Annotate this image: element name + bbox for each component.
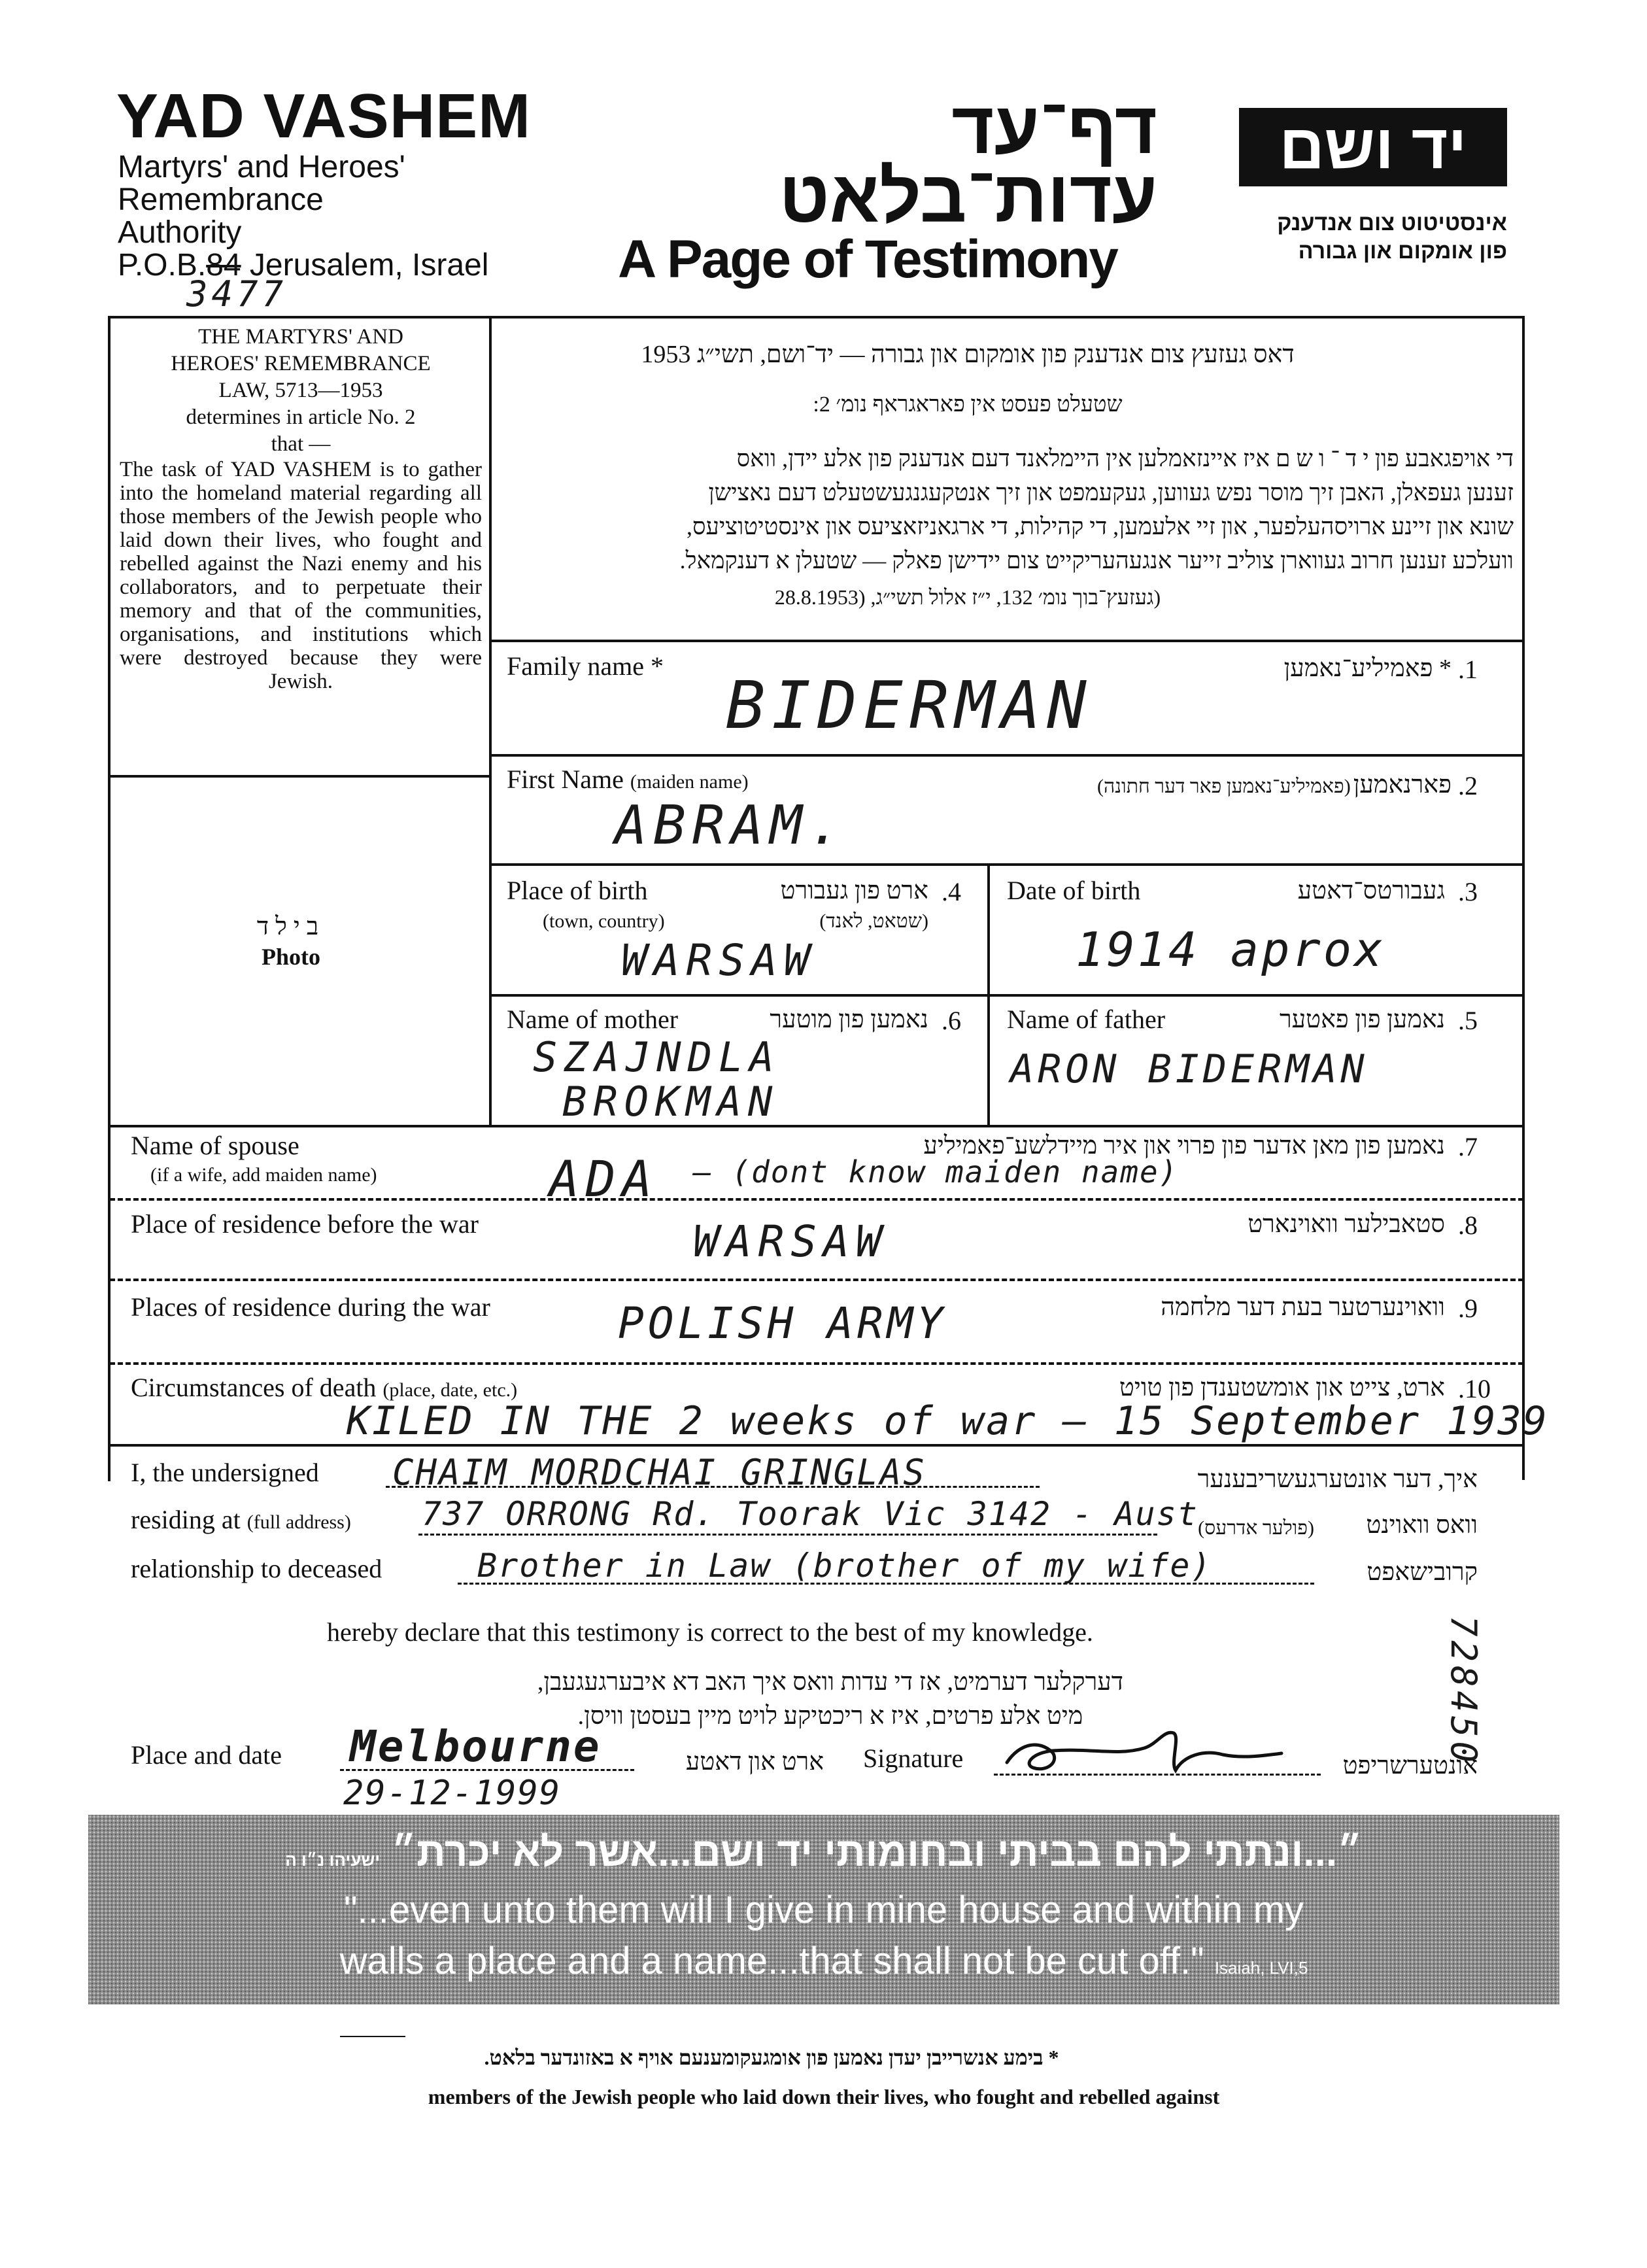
residing-line: [418, 1534, 1157, 1536]
yiddish-law-l6: וועלכע זענען חרוב געווארן צוליב זייער אנגעהעריקייט צום יידישן פאלק — שטעלן א דענקמאל.: [679, 547, 1514, 574]
row-divider-2: [489, 863, 1525, 866]
declaration-yiddish-1: דערקלער דערמיט, אז די עדות וואס איך האב דא איבערגעגעבן,: [537, 1668, 1124, 1696]
yiddish-title-1: דף־עד: [951, 87, 1157, 169]
law-line-3: LAW, 5713—1953: [218, 379, 383, 402]
undersigned-value[interactable]: CHAIM MORDCHAI GRINGLAS: [392, 1452, 926, 1493]
yiddish-law-l2: שטעלט פעסט אין פאראגראף נומ׳ 2:: [813, 392, 1123, 417]
yiddish-law-l4: זענען געפאלן, האבן זיך מוסר נפש געווען, געקעמפט און זיך אנטקעגנגעשטעלט דעם נאצישן: [708, 479, 1514, 506]
org-address: [118, 250, 488, 281]
yiddish-law-l3: די אויפגאבע פון י ד ־ ו ש ם איז איינזאמלען אין היימלאנד דעם אנדענק פון אלע יידן, וואס: [736, 445, 1514, 472]
place-of-birth-yiddish-note: (שטאט, לאנד): [819, 910, 928, 932]
row-divider-8: [110, 1279, 1523, 1281]
form-left-border-lower: [108, 1125, 110, 1481]
first-name-yiddish-note: (פאמיליע־נאמען פאר דער חתונה): [1097, 776, 1351, 797]
residence-during-label: Places of residence during the war: [131, 1292, 490, 1322]
family-name-label: Family name *: [507, 651, 664, 681]
residing-label-text: residing at: [131, 1505, 241, 1534]
org-line-2: Remembrance: [118, 182, 324, 217]
spouse-note: (if a wife, add maiden name): [150, 1164, 377, 1186]
place-date-yiddish: ארט און דאטע: [685, 1748, 824, 1776]
banner-english-2: [88, 1939, 1559, 1983]
father-name-label: Name of father: [1007, 1005, 1166, 1034]
circumstances-label-text: Circumstances of death: [131, 1373, 377, 1402]
org-line-1: Martyrs' and Heroes': [118, 150, 405, 184]
spouse-yiddish: נאמען פון מאן אדער פון פרוי און איר מיידלשע־פאמיליע: [923, 1132, 1445, 1160]
mother-name-value-2[interactable]: BROKMAN: [562, 1078, 779, 1125]
spouse-num: .7: [1458, 1132, 1478, 1161]
yiddish-law-l7: (געזעץ־בוך נומ׳ 132, י״ז אלול תשי״ג, (28.8.1953: [774, 585, 1161, 609]
logo-sub-1: אינסטיטוט צום אנדענק: [1277, 211, 1507, 235]
date-of-birth-label: Date of birth: [1007, 876, 1141, 905]
residence-before-num: .8: [1458, 1211, 1478, 1240]
photo-yiddish: בילד: [256, 913, 326, 940]
yiddish-law-l1: דאס געזעץ צום אנדענק פון אומקום און גבורה — יד־ושם, תשי״ג 1953: [641, 341, 1295, 368]
relationship-yiddish: קרובישאפט: [1367, 1558, 1478, 1586]
logo-sub-2: פון אומקום און גבורה: [1298, 239, 1507, 264]
father-name-value[interactable]: ARON BIDERMAN: [1010, 1046, 1368, 1092]
place-of-birth-label: Place of birth: [507, 876, 648, 905]
row-divider-3: [489, 994, 1525, 997]
english-title: A Page of Testimony: [618, 230, 1117, 289]
yiddish-law-l5: שונא און זיינע ארויסהעלפער, און זיי אלעמען, די קהילות, די ארגאניזאציעס און אינסטיטוציעס,: [686, 513, 1514, 540]
law-box-bottom: [108, 775, 492, 778]
law-line-2: HEROES' REMEMBRANCE: [171, 352, 431, 375]
residing-yiddish: וואס וואוינט: [1366, 1511, 1478, 1539]
residence-during-num: .9: [1458, 1294, 1478, 1323]
column-divider: [489, 316, 492, 1127]
signature-label: Signature: [863, 1744, 964, 1773]
family-name-yiddish: * פאמיליע־נאמען: [1283, 655, 1452, 682]
org-line-3: Authority: [118, 215, 242, 250]
law-line-5: that —: [271, 432, 331, 456]
footnote-yiddish: * בימע אנשרייבן יעדן נאמען פון אומגעקומענעם אויף א באזונדער בלאט.: [484, 2046, 1059, 2069]
residence-during-yiddish: וואוינערטער בעת דער מלחמה: [1161, 1294, 1445, 1321]
date-of-birth-yiddish: געבורטס־דאטע: [1297, 877, 1445, 904]
spouse-value[interactable]: ADA: [549, 1150, 659, 1208]
mother-name-value-1[interactable]: SZAJNDLA: [533, 1033, 781, 1081]
place-of-birth-note: (town, country): [543, 910, 665, 932]
row-divider-1: [489, 754, 1525, 757]
father-name-yiddish: נאמען פון פאטער: [1279, 1006, 1445, 1033]
first-name-label-note: (maiden name): [630, 771, 749, 793]
first-name-label-text: First Name: [507, 765, 624, 794]
address-prefix: P.O.B.: [118, 248, 207, 283]
circumstances-num: .10: [1458, 1374, 1491, 1403]
circumstances-label-note: (place, date, etc.): [382, 1379, 518, 1401]
signature-yiddish: אונטערשריפט: [1342, 1752, 1478, 1779]
spouse-value-note[interactable]: — (dont know maiden name): [693, 1154, 1179, 1190]
address-struck: 84: [206, 248, 241, 283]
law-body: The task of YAD VASHEM is to gather into the homeland material regarding all those members of the Jewish people who laid down their lives, who fought and rebelled against the Nazi enemy and his collaborators, and to perpetuate their memory and that of the communities, organisations, and institutions which were destroyed because they were Jewish.: [120, 458, 482, 693]
first-name-yiddish: [928, 770, 1452, 799]
place-of-birth-value[interactable]: WARSAW: [621, 935, 817, 986]
photo-label: Photo: [262, 944, 320, 970]
row-divider-9: [110, 1362, 1523, 1365]
law-line-1: THE MARTYRS' AND: [198, 325, 403, 349]
residing-value[interactable]: 737 ORRONG Rd. Toorak Vic 3142 - Aust: [422, 1495, 1198, 1533]
declaration-yiddish-2: מיט אלע פרטים, איז א ריכטיקע לויט מיין בעסטן וויסן.: [577, 1702, 1083, 1730]
first-name-label: [507, 764, 749, 795]
row-divider-10: [108, 1444, 1525, 1447]
undersigned-yiddish: איך, דער אונטערגעשריבענער: [1197, 1466, 1478, 1493]
residence-before-label: Place of residence before the war: [131, 1209, 479, 1239]
declaration-text: hereby declare that this testimony is correct to the best of my knowledge.: [327, 1617, 1093, 1647]
date-of-birth-num: .3: [1458, 877, 1478, 906]
banner-hebrew: [88, 1829, 1559, 1876]
banner-english-2-text: walls a place and a name...that shall not be cut off.": [339, 1940, 1204, 1982]
residing-label-note: (full address): [246, 1511, 351, 1533]
circumstances-value[interactable]: KILED IN THE 2 weeks of war — 15 September 1939: [347, 1398, 1549, 1444]
address-suffix: Jerusalem, Israel: [241, 248, 489, 283]
form-left-border: [108, 316, 110, 1127]
mother-name-label: Name of mother: [507, 1005, 679, 1034]
residence-during-value[interactable]: POLISH ARMY: [618, 1298, 947, 1349]
banner-hebrew-ref: ישעיהו נ״ו ה: [285, 1850, 381, 1870]
place-value[interactable]: Melbourne: [350, 1721, 602, 1772]
date-of-birth-value[interactable]: 1914 aprox: [1076, 922, 1385, 977]
place-of-birth-yiddish: ארט פון געבורט: [780, 877, 928, 904]
spouse-label: Name of spouse: [131, 1131, 299, 1160]
row-divider-7: [110, 1198, 1523, 1201]
first-name-num: .2: [1458, 771, 1478, 800]
date-value[interactable]: 29-12-1999: [343, 1774, 562, 1813]
first-name-yiddish-text: פארנאמען: [1353, 771, 1452, 799]
mother-name-num: .6: [942, 1006, 961, 1035]
first-name-value[interactable]: ABRAM.: [615, 795, 848, 857]
quote-banner: [88, 1815, 1559, 2004]
yiddish-title-2: עדות־בלאט: [779, 156, 1157, 237]
mother-name-yiddish: נאמען פון מוטער: [770, 1006, 928, 1033]
org-name: YAD VASHEM: [116, 81, 532, 151]
place-of-birth-num: .4: [942, 877, 961, 906]
form-top-border: [108, 316, 1523, 318]
law-line-4: determines in article No. 2: [186, 405, 416, 429]
family-name-num: .1: [1458, 655, 1478, 684]
place-date-label: Place and date: [131, 1740, 282, 1770]
footnote-rule: [340, 2036, 405, 2037]
law-box: [114, 324, 487, 693]
banner-hebrew-text: ״...ונתתי להם בביתי ובחומותי יד ושם...אשר לא יכרת״: [391, 1830, 1363, 1875]
form-right-border: [1522, 316, 1525, 1480]
residing-label: [131, 1504, 351, 1535]
family-name-value[interactable]: BIDERMAN: [726, 667, 1093, 744]
footnote-english: members of the Jewish people who laid down their lives, who fought and rebelled against: [428, 2085, 1220, 2108]
residence-before-yiddish: סטאבילער וואוינארט: [1248, 1211, 1445, 1238]
father-name-num: .5: [1458, 1006, 1478, 1035]
residing-yiddish-note: (פולער אדרעס): [1198, 1517, 1314, 1539]
residence-before-value[interactable]: WARSAW: [693, 1216, 889, 1267]
signature-scribble: [994, 1717, 1295, 1782]
relationship-value[interactable]: Brother in Law (brother of my wife): [477, 1547, 1212, 1585]
circumstances-yiddish: ארט, צייט און אומשטענדן פון טויט: [1119, 1374, 1445, 1401]
case-number: 3477: [186, 273, 288, 315]
yad-vashem-logo: יד ושם: [1239, 108, 1507, 186]
banner-english-ref: Isaiah, LVI,5: [1214, 1958, 1308, 1978]
margin-number: 728450: [1443, 1615, 1484, 1767]
relationship-label: relationship to deceased: [131, 1554, 382, 1583]
banner-english-1: "...even unto them will I give in mine house and within my: [343, 1889, 1304, 1931]
undersigned-label: I, the undersigned: [131, 1458, 319, 1487]
row-divider-4: [108, 1125, 1525, 1127]
row-divider-law: [489, 640, 1525, 642]
